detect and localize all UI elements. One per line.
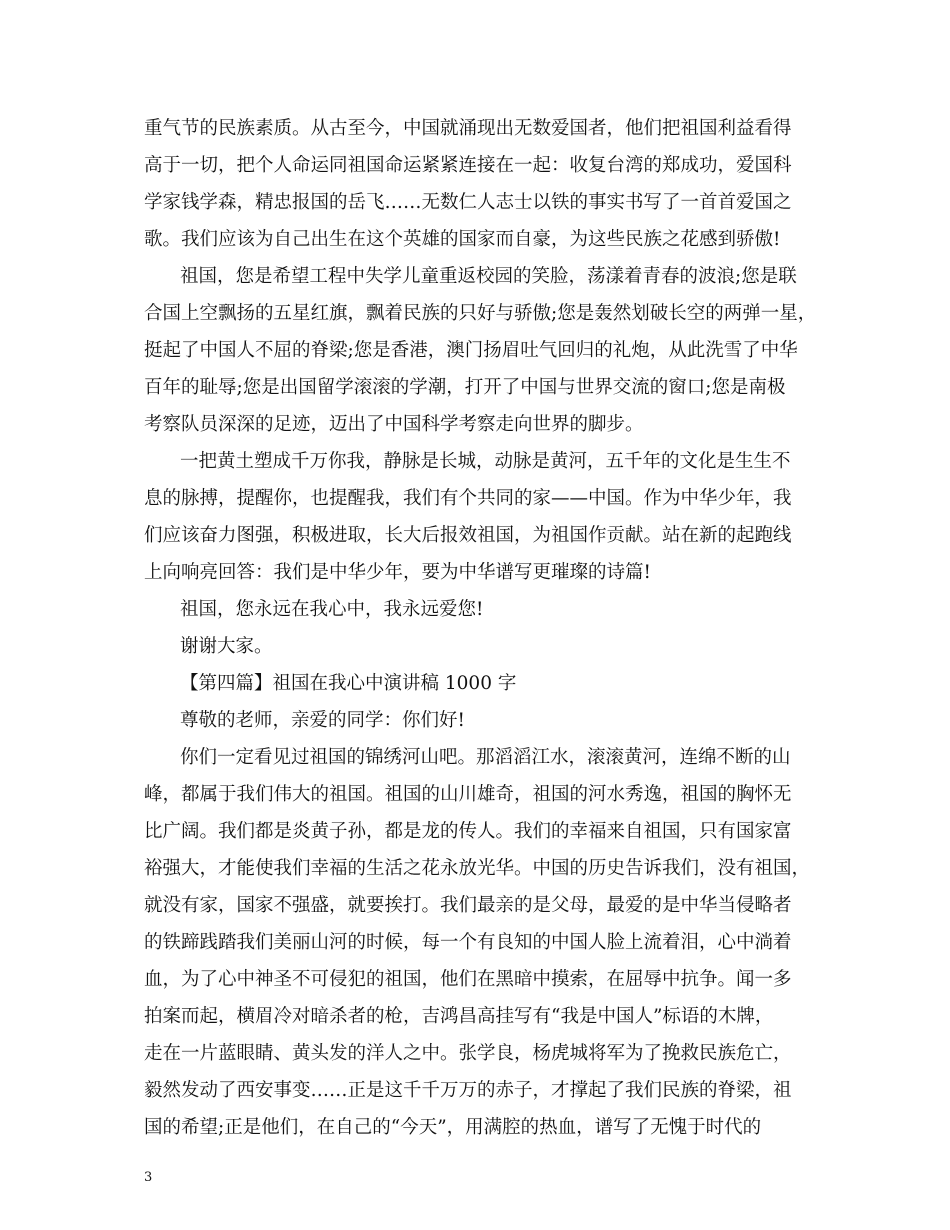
text-line: 祖国，您是希望工程中失学儿童重返校园的笑脸，荡漾着青春的波浪;您是联 <box>180 266 797 287</box>
text-line: 百年的耻辱;您是出国留学滚滚的学潮，打开了中国与世界交流的窗口;您是南极 <box>144 377 786 398</box>
text-line: 考察队员深深的足迹，迈出了中国科学考察走向世界的脚步。 <box>144 414 644 435</box>
page-number: 3 <box>144 1170 153 1185</box>
text-line: 就没有家，国家不强盛，就要挨打。我们最亲的是父母，最爱的是中华当侵略者 <box>144 895 792 916</box>
text-line: 高于一切，把个人命运同祖国命运紧紧连接在一起：收复台湾的郑成功，爱国科 <box>144 155 792 176</box>
text-line: 国的希望;正是他们，在自己的“今天”，用满腔的热血，谱写了无愧于时代的 <box>144 1117 762 1138</box>
text-line: 学家钱学森，精忠报国的岳飞……无数仁人志士以铁的事实书写了一首首爱国之 <box>144 192 792 213</box>
text-line: 裕强大，才能使我们幸福的生活之花永放光华。中国的历史告诉我们，没有祖国， <box>144 858 811 879</box>
text-line: 一把黄土塑成千万你我，静脉是长城，动脉是黄河，五千年的文化是生生不 <box>180 451 791 472</box>
text-line: 上向响亮回答：我们是中华少年，要为中华谱写更璀璨的诗篇! <box>144 562 651 583</box>
text-line: 走在一片蓝眼睛、黄头发的洋人之中。张学良，杨虎城将军为了挽救民族危亡， <box>144 1043 792 1064</box>
text-line: 息的脉搏，提醒你，也提醒我，我们有个共同的家——中国。作为中华少年，我 <box>144 488 792 509</box>
text-line: 挺起了中国人不屈的脊梁;您是香港，澳门扬眉吐气回归的礼炮，从此洗雪了中华 <box>144 340 798 361</box>
text-line: 尊敬的老师，亲爱的同学：你们好! <box>180 710 465 731</box>
text-line: 血，为了心中神圣不可侵犯的祖国，他们在黑暗中摸索，在屈辱中抗争。闻一多 <box>144 969 792 990</box>
text-line: 重气节的民族素质。从古至今，中国就涌现出无数爱国者，他们把祖国利益看得 <box>144 118 792 139</box>
text-line: 合国上空飘扬的五星红旗，飘着民族的只好与骄傲;您是轰然划破长空的两弹一星， <box>144 303 817 324</box>
text-line: 歌。我们应该为自己出生在这个英雄的国家而自豪，为这些民族之花感到骄傲! <box>144 229 781 250</box>
section-heading: 【第四篇】祖国在我心中演讲稿 1000 字 <box>180 673 517 694</box>
text-line: 拍案而起，横眉冷对暗杀者的枪，吉鸿昌高挂写有“我是中国人”标语的木牌， <box>144 1006 774 1027</box>
text-line: 比广阔。我们都是炎黄子孙，都是龙的传人。我们的幸福来自祖国，只有国家富 <box>144 821 792 842</box>
text-line: 们应该奋力图强，积极进取，长大后报效祖国，为祖国作贡献。站在新的起跑线 <box>144 525 792 546</box>
text-line: 谢谢大家。 <box>180 636 273 657</box>
text-line: 你们一定看见过祖国的锦绣河山吧。那滔滔江水，滚滚黄河，连绵不断的山 <box>180 747 791 768</box>
text-line: 毅然发动了西安事变……正是这千千万万的赤子，才撑起了我们民族的脊梁，祖 <box>144 1080 792 1101</box>
text-line: 峰，都属于我们伟大的祖国。祖国的山川雄奇，祖国的河水秀逸，祖国的胸怀无 <box>144 784 792 805</box>
text-line: 祖国，您永远在我心中，我永远爱您! <box>180 599 484 620</box>
text-line: 的铁蹄践踏我们美丽山河的时候，每一个有良知的中国人脸上流着泪，心中淌着 <box>144 932 792 953</box>
